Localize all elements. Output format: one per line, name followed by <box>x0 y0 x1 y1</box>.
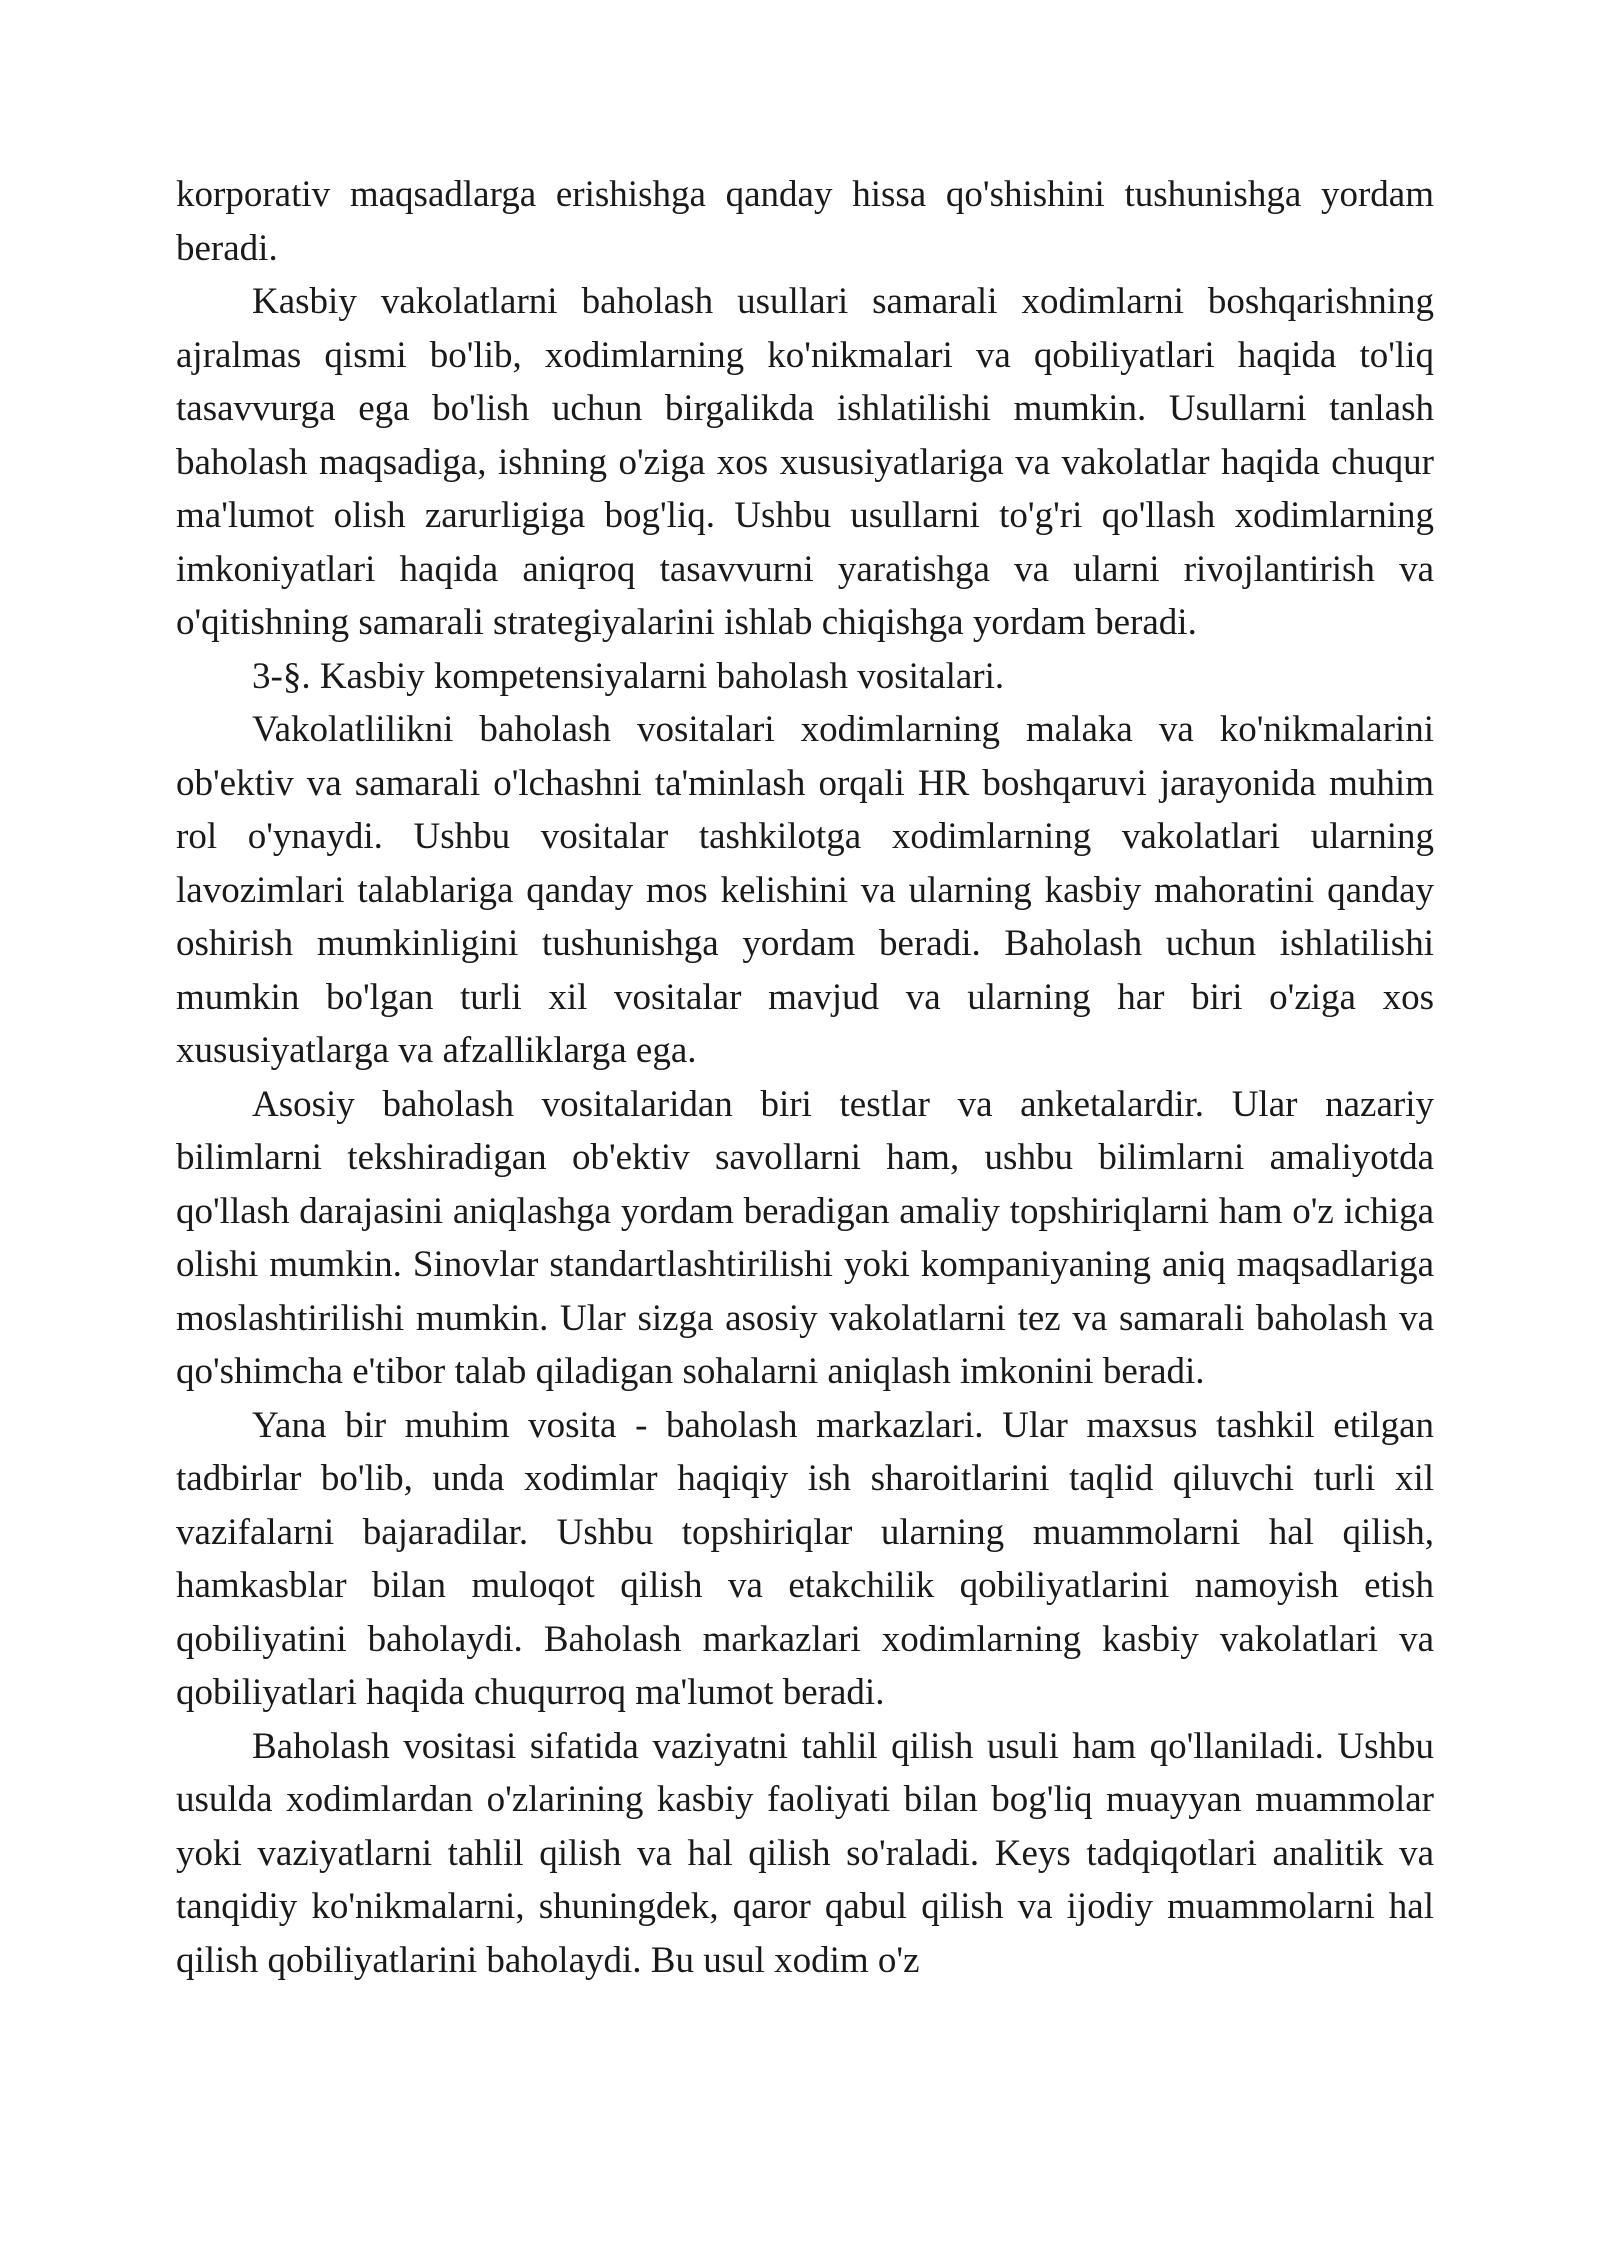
paragraph: Asosiy baholash vositalaridan biri testlar va anketalardir. Ular nazariy bilimlarni tekshiradigan ob'ektiv savollarni ham, ushbu bilimlarni amaliyotda qo'llash darajasini aniqlashga yordam beradigan amaliy topshiriqlarni ham o'z ichiga olishi mumkin. Sinovlar standartlashtirilishi yoki kompaniyaning aniq maqsadlariga moslashtirilishi mumkin. Ular sizga asosiy vakolatlarni tez va samarali baholash va qo'shimcha e'tibor talab qiladigan sohalarni aniqlash imkonini beradi. <box>176 1083 1434 1392</box>
section-heading: 3-§. Kasbiy kompetensiyalarni baholash vositalari. <box>252 655 1005 697</box>
paragraph-continuation: korporativ maqsadlarga erishishga qanday hissa qo'shishini tushunishga yordam beradi. <box>176 174 1434 269</box>
paragraph: Kasbiy vakolatlarni baholash usullari samarali xodimlarni boshqarishning ajralmas qismi bo'lib, xodimlarning ko'nikmalari va qobiliyatlari haqida to'liq tasavvurga ega bo'lish uchun birgalikda ishlatilishi mumkin. Usullarni tanlash baholash maqsadiga, ishning o'ziga xos xususiyatlariga va vakolatlar haqida chuqur ma'lumot olish zarurligiga bog'liq. Ushbu usullarni to'g'ri qo'llash xodimlarning imkoniyatlari haqida aniqroq tasavvurni yaratishga va ularni rivojlantirish va o'qitishning samarali strategiyalarini ishlab chiqishga yordam beradi. <box>176 281 1434 643</box>
paragraph: Baholash vositasi sifatida vaziyatni tahlil qilish usuli ham qo'llaniladi. Ushbu usulda xodimlardan o'zlarining kasbiy faoliyati bilan bog'liq muayyan muammolar yoki vaziyatlarni tahlil qilish va hal qilish so'raladi. Keys tadqiqotlari analitik va tanqidiy ko'nikmalarni, shuningdek, qaror qabul qilish va ijodiy muammolarni hal qilish qobiliyatlarini baholaydi. Bu usul xodim o'z <box>176 1725 1434 1981</box>
paragraph: Yana bir muhim vosita - baholash markazlari. Ular maxsus tashkil etilgan tadbirlar bo'lib, unda xodimlar haqiqiy ish sharoitlarini taqlid qiluvchi turli xil vazifalarni bajaradilar. Ushbu topshiriqlar ularning muammolarni hal qilish, hamkasblar bilan muloqot qilish va etakchilik qobiliyatlarini namoyish etish qobiliyatini baholaydi. Baholash markazlari xodimlarning kasbiy vakolatlari va qobiliyatlari haqida chuqurroq ma'lumot beradi. <box>176 1404 1434 1713</box>
paragraph: Vakolatlilikni baholash vositalari xodimlarning malaka va ko'nikmalarini ob'ektiv va samarali o'lchashni ta'minlash orqali HR boshqaruvi jarayonida muhim rol o'ynaydi. Ushbu vositalar tashkilotga xodimlarning vakolatlari ularning lavozimlari talablariga qanday mos kelishini va ularning kasbiy mahoratini qanday oshirish mumkinligini tushunishga yordam beradi. Baholash uchun ishlatilishi mumkin bo'lgan turli xil vositalar mavjud va ularning har biri o'ziga xos xususiyatlarga va afzalliklarga ega. <box>176 709 1434 1071</box>
document-page <box>176 168 1434 1987</box>
